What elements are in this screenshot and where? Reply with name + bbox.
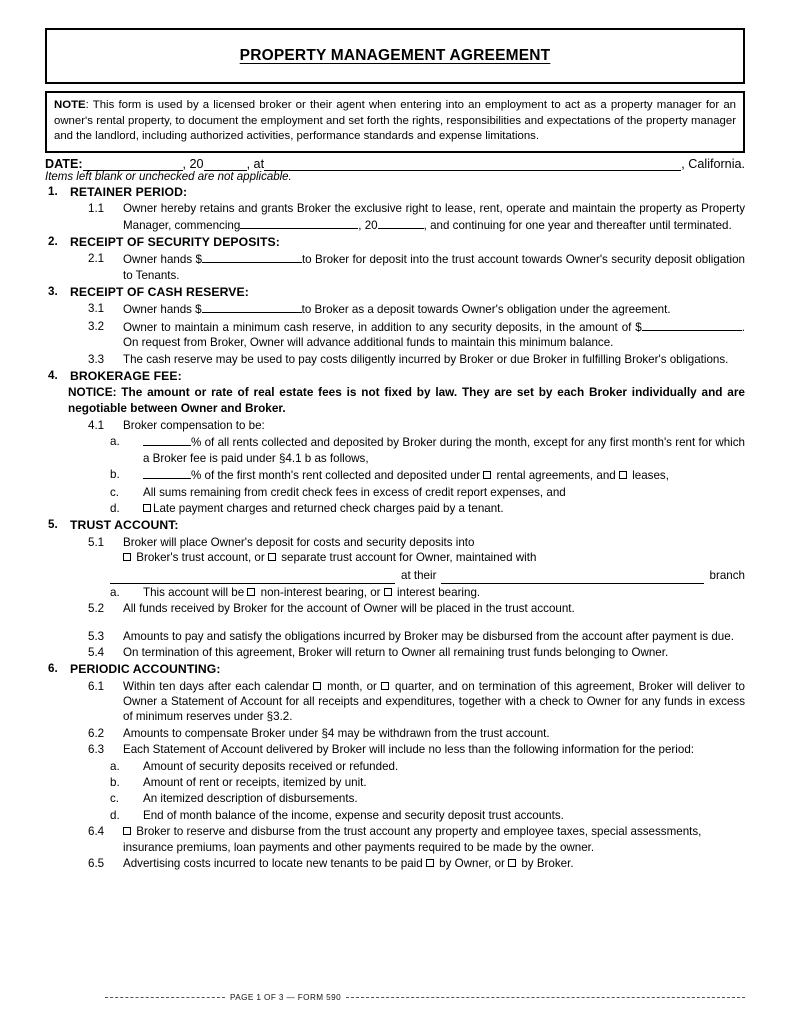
clause-text-c: by Broker. <box>521 857 574 871</box>
clause-6-3-b <box>110 775 745 790</box>
clause-text <box>123 201 745 233</box>
clause-text: All funds received by Broker for the account of Owner will be placed in the trust account. <box>123 602 575 616</box>
footer-rule-left <box>105 997 225 998</box>
bank-branch-label: branch <box>709 569 745 583</box>
checkbox-advertising-by-owner[interactable] <box>426 859 434 867</box>
section-number: 4. <box>48 369 58 383</box>
clause-text-b: by Owner, or <box>439 857 505 871</box>
section-heading-6 <box>45 661 745 677</box>
clause-3-3 <box>88 352 745 367</box>
checkbox-advertising-by-broker[interactable] <box>508 859 516 867</box>
clause-number: 2.1 <box>88 252 105 266</box>
clause-5-1-a <box>110 585 745 600</box>
checkbox-leases[interactable] <box>619 471 627 479</box>
letter-number: b. <box>110 776 120 790</box>
section-title: BROKERAGE FEE: <box>70 369 182 384</box>
bank-at-their-label: at their <box>401 569 437 583</box>
checkbox-month[interactable] <box>313 682 321 690</box>
clause-text-a: Owner to maintain a minimum cash reserve, in addition to any security deposits, in the amount of $ <box>123 320 642 334</box>
minimum-reserve-amount-field[interactable] <box>642 319 742 331</box>
clause-2-1 <box>88 251 745 283</box>
clause-number: 6.1 <box>88 679 105 693</box>
section-number: 5. <box>48 518 58 532</box>
clause-number: 5.3 <box>88 629 105 643</box>
footer-rule-right <box>346 997 745 998</box>
checkbox-interest-bearing[interactable] <box>384 588 392 596</box>
footer-text: PAGE 1 OF 3 — FORM 590 <box>230 993 342 1002</box>
clause-text-b: month, or <box>327 679 377 693</box>
note-label: NOTE <box>54 99 86 111</box>
clause-4-1-a <box>110 434 745 466</box>
clause-text-c: to Broker for deposit into the trust account towards Owner's security deposit obligation to Tenants. <box>123 253 745 282</box>
clause-number: 3.2 <box>88 319 105 333</box>
clause-number: 5.1 <box>88 535 105 549</box>
clause-number: 6.4 <box>88 825 105 839</box>
clause-number: 3.1 <box>88 302 105 316</box>
date-label: DATE: <box>45 157 83 172</box>
rent-percent-field[interactable] <box>143 434 191 446</box>
letter-number: d. <box>110 808 120 822</box>
date-location-field[interactable] <box>264 157 681 171</box>
letter-text-a: % of the first month's rent collected and deposited under <box>191 469 481 483</box>
clause-6-3-d <box>110 808 745 823</box>
clause-text: Each Statement of Account delivered by Broker will include no less than the following information for the period: <box>123 743 694 757</box>
clause-text <box>123 824 745 855</box>
checkbox-brokers-trust-account[interactable] <box>123 553 131 561</box>
clause-text: On termination of this agreement, Broker will return to Owner all remaining trust funds belonging to Owner. <box>123 646 669 660</box>
date-at-label: , at <box>246 157 265 172</box>
clause-number: 5.2 <box>88 602 105 616</box>
clause-4-1-b <box>110 467 745 483</box>
clause-number: 5.4 <box>88 646 105 660</box>
clause-5-1 <box>88 535 745 566</box>
clause-text <box>123 856 745 871</box>
letter-number: a. <box>110 759 120 773</box>
section-number: 3. <box>48 285 58 299</box>
clause-3-1 <box>88 301 745 317</box>
clause-text <box>123 319 745 351</box>
checkbox-late-payment-charges[interactable] <box>143 504 151 512</box>
letter-text-c: interest bearing. <box>396 585 481 599</box>
letter-number: a. <box>110 585 120 599</box>
checkbox-broker-reserve-disburse[interactable] <box>123 827 131 835</box>
clause-6-3-a <box>110 759 745 774</box>
clause-6-3 <box>88 742 745 757</box>
letter-text <box>143 467 745 483</box>
security-deposit-amount-field[interactable] <box>202 251 302 263</box>
note-box <box>45 91 745 153</box>
clause-number: 6.5 <box>88 857 105 871</box>
checkbox-quarter[interactable] <box>381 682 389 690</box>
brokerage-fee-notice: NOTICE: The amount or rate of real estate fees is not fixed by law. They are set by each Broker individually and are negotiable between Owner and Broker. <box>68 385 745 416</box>
clause-text <box>123 535 745 566</box>
date-line <box>45 157 745 171</box>
clause-text: The cash reserve may be used to pay costs diligently incurred by Broker or due Broker in fulfilling Broker's obligations. <box>123 352 729 366</box>
letter-text <box>143 434 745 466</box>
section-heading-1 <box>45 184 745 200</box>
section-heading-5 <box>45 517 745 533</box>
clause-6-4 <box>88 824 745 855</box>
commencing-year-field[interactable] <box>378 217 424 229</box>
letter-number: d. <box>110 501 120 515</box>
section-heading-2 <box>45 234 745 250</box>
page-title: PROPERTY MANAGEMENT AGREEMENT <box>239 47 551 64</box>
clause-text <box>123 251 745 283</box>
clause-text: Amounts to pay and satisfy the obligations incurred by Broker may be disbursed from the account after payment is due. <box>123 629 734 643</box>
clause-number: 6.3 <box>88 743 105 757</box>
checkbox-non-interest-bearing[interactable] <box>247 588 255 596</box>
date-year-prefix: , 20 <box>182 157 204 172</box>
clause-3-2 <box>88 319 745 351</box>
section-title: RECEIPT OF SECURITY DEPOSITS: <box>70 235 280 250</box>
clause-text-c: . On request from Broker, Owner will advance additional funds to maintain this minimum balance. <box>123 320 745 350</box>
section-title: PERIODIC ACCOUNTING: <box>70 662 221 677</box>
clause-5-3 <box>88 629 745 644</box>
letter-text: End of month balance of the income, expense and security deposit trust accounts. <box>143 808 564 822</box>
clause-number: 4.1 <box>88 418 105 432</box>
clause-6-1 <box>88 679 745 725</box>
note-text: : This form is used by a licensed broker or their agent when entering into an employment to act as a property manager for an owner's rental property, to document the employment and set forth the rights, responsibilities and expectations of the property manager and the landlord, including authorized activities, performance standards and expense limitations. <box>54 99 736 143</box>
letter-text: All sums remaining from credit check fees in excess of credit report expenses, and <box>143 485 566 499</box>
clause-1-1 <box>88 201 745 233</box>
section-number: 6. <box>48 662 58 676</box>
clause-text-a: Owner hands $ <box>123 253 202 267</box>
clause-text <box>123 679 745 725</box>
date-state-label: , California. <box>681 157 745 172</box>
clause-text-b: Broker's trust account, or <box>136 550 265 564</box>
clause-text: Amounts to compensate Broker under §4 may be withdrawn from the trust account. <box>123 726 550 740</box>
clause-text-c: to Broker as a deposit towards Owner's obligation under the agreement. <box>301 303 671 317</box>
clause-text-a: Owner hereby retains and grants Broker the exclusive right to lease, rent, operate and maintain the property as Property Manager, commencing <box>123 202 745 232</box>
section-number: 2. <box>48 235 58 249</box>
date-day-field[interactable] <box>83 157 183 171</box>
cash-reserve-amount-field[interactable] <box>202 301 302 313</box>
applicability-note: Items left blank or unchecked are not applicable. <box>45 171 292 184</box>
clause-4-1-d <box>110 501 745 516</box>
date-year-field[interactable] <box>204 157 247 171</box>
section-number: 1. <box>48 185 58 199</box>
clause-6-3-c <box>110 791 745 806</box>
clause-6-5 <box>88 856 745 871</box>
clause-text-b: , 20 <box>358 218 378 232</box>
letter-number: a. <box>110 435 120 449</box>
clause-text: Broker compensation to be: <box>123 418 265 432</box>
bank-info-line <box>110 568 745 583</box>
clause-text-a: Advertising costs incurred to locate new tenants to be paid <box>123 857 423 871</box>
commencing-date-field[interactable] <box>240 217 358 229</box>
letter-text-a: % of all rents collected and deposited by Broker during the month, except for any first month's rent for which a Broker fee is paid under §4.1 b as follows, <box>143 436 745 465</box>
checkbox-separate-trust-account[interactable] <box>268 553 276 561</box>
clause-spacer <box>45 617 745 628</box>
clause-5-4 <box>88 645 745 660</box>
clause-number: 6.2 <box>88 726 105 740</box>
section-heading-3 <box>45 284 745 300</box>
bank-name-field[interactable] <box>110 569 395 584</box>
section-title: RETAINER PERIOD: <box>70 185 188 200</box>
letter-text-b: non-interest bearing, or <box>260 585 381 599</box>
clause-text <box>123 301 745 317</box>
clause-text-c: , and continuing for one year and thereafter until terminated. <box>423 218 732 232</box>
bank-branch-field[interactable] <box>441 569 703 584</box>
section-title: RECEIPT OF CASH RESERVE: <box>70 285 249 300</box>
letter-text-a: This account will be <box>143 585 245 599</box>
page-footer <box>45 993 745 1002</box>
title-box <box>45 28 745 84</box>
first-month-percent-field[interactable] <box>143 467 191 479</box>
letter-text <box>143 501 745 516</box>
letter-text: An itemized description of disbursements. <box>143 792 358 806</box>
clause-text-c: quarter, and on termination of this agreement, Broker will deliver to Owner a Statement of Account for all receipts and expenditures, together with a check to Owner for any funds in excess of minimum reserves under §3.2. <box>123 679 745 724</box>
clause-number: 1.1 <box>88 202 105 216</box>
clause-text-a: Owner hands $ <box>123 303 202 317</box>
letter-text-b: rental agreements, and <box>496 469 616 483</box>
clause-6-2 <box>88 726 745 741</box>
clause-5-2 <box>88 601 745 616</box>
letter-number: c. <box>110 485 120 499</box>
letter-text-c: leases, <box>632 469 669 483</box>
clause-text-a: Broker will place Owner's deposit for costs and security deposits into <box>123 535 475 549</box>
letter-text: Amount of security deposits received or refunded. <box>143 759 399 773</box>
letter-number: c. <box>110 792 120 806</box>
clause-text-c: separate trust account for Owner, maintained with <box>281 550 537 564</box>
section-heading-4 <box>45 368 745 384</box>
clause-4-1-c <box>110 485 745 500</box>
letter-text-a: Late payment charges and returned check charges paid by a tenant. <box>153 501 504 515</box>
section-title: TRUST ACCOUNT: <box>70 518 179 533</box>
letter-text: Amount of rent or receipts, itemized by unit. <box>143 776 367 790</box>
agreement-body <box>45 184 745 871</box>
clause-number: 3.3 <box>88 352 105 366</box>
letter-text <box>143 585 745 600</box>
clause-text-a: Within ten days after each calendar <box>123 679 309 693</box>
clause-text-a: Broker to reserve and disburse from the trust account any property and employee taxes, special assessments, insurance premiums, loan payments and other payments required to be made by the owner. <box>123 825 702 854</box>
clause-4-1 <box>88 418 745 433</box>
letter-number: b. <box>110 468 120 482</box>
checkbox-rental-agreements[interactable] <box>483 471 491 479</box>
